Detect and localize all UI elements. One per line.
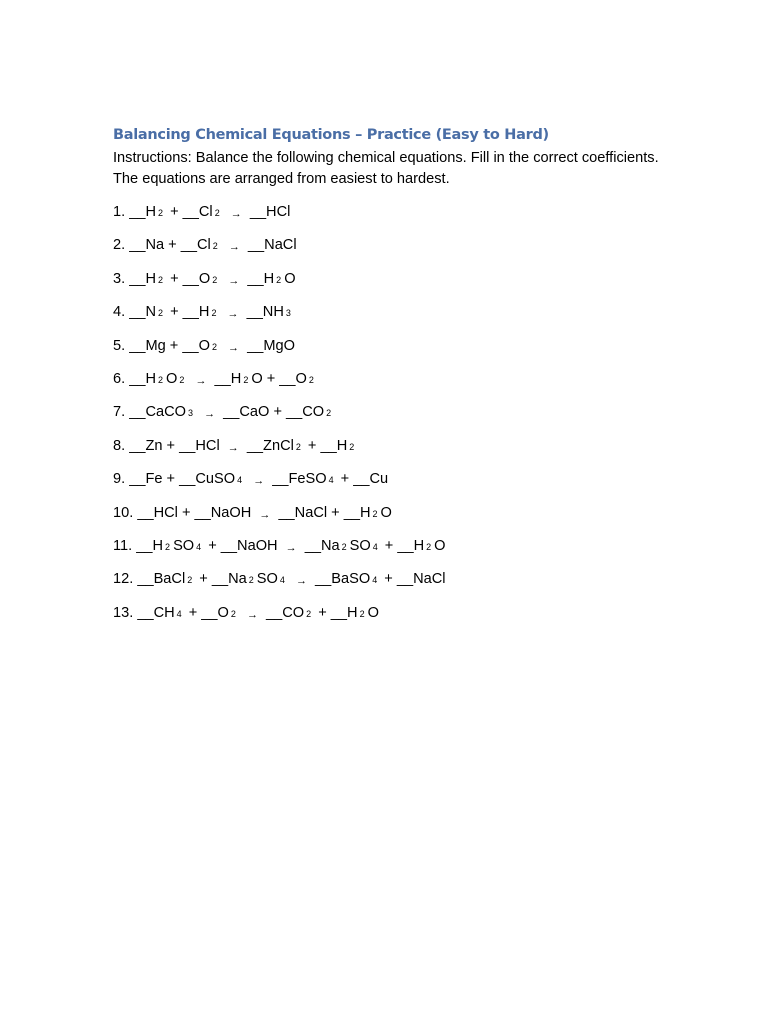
equation-term: __NaCl + __H [278, 504, 371, 521]
equation-term: O [284, 270, 296, 287]
equation-term: + __O [184, 604, 229, 621]
subscript: 2 [212, 274, 218, 285]
equation-number: 2. [113, 237, 130, 254]
equation-4 [113, 302, 673, 323]
subscript: 4 [176, 608, 182, 619]
equation-term: __H [129, 270, 157, 287]
equation-12 [113, 569, 673, 590]
arrow-icon: → [228, 241, 240, 254]
equation-number: 13. [113, 604, 138, 621]
subscript: 2 [158, 208, 164, 218]
arrow-icon: → [195, 374, 207, 387]
subscript: 4 [237, 475, 243, 486]
equation-term: + __H [314, 604, 358, 621]
subscript: 2 [158, 374, 164, 385]
arrow-icon: → [227, 441, 239, 454]
equation-term: + __O [166, 270, 211, 287]
equation-number: 7. [113, 404, 130, 421]
subscript: 2 [341, 541, 347, 552]
equation-9 [113, 469, 673, 490]
subscript: 2 [214, 208, 220, 218]
subscript: 2 [306, 608, 312, 619]
equation-number: 4. [113, 304, 130, 321]
equation-term: __Fe + __CuSO [129, 471, 236, 488]
equation-term: + __H [380, 537, 425, 554]
equation-term: __CaO + __CO [223, 404, 325, 421]
subscript: 2 [276, 274, 282, 285]
subscript: 3 [188, 408, 194, 419]
equation-8 [113, 436, 673, 457]
equation-10 [113, 503, 673, 524]
page-title: Balancing Chemical Equations – Practice (Easy to Hard) [113, 127, 549, 143]
subscript: 2 [295, 441, 301, 452]
equation-term: __Zn + __HCl [129, 437, 220, 454]
equation-number: 10. [113, 504, 138, 521]
equation-term: + __NaCl [380, 571, 446, 588]
equation-term: + __NaOH [204, 537, 278, 554]
equation-term: __Na + __Cl [129, 237, 211, 254]
arrow-icon: → [228, 274, 240, 287]
instructions-text: Instructions: Balance the following chemical equations. Fill in the correct coefficients. The equations are arranged from easiest to hardest. [113, 150, 659, 187]
equation-3 [113, 269, 673, 290]
equation-term: __H [129, 204, 157, 220]
arrow-icon: → [204, 408, 216, 421]
equation-term: __H [214, 370, 242, 387]
subscript: 2 [359, 608, 365, 619]
subscript: 4 [372, 575, 378, 586]
equation-term: SO [173, 537, 195, 554]
equation-11 [113, 536, 673, 557]
arrow-icon: → [295, 575, 307, 588]
equation-term: SO [256, 571, 278, 588]
equation-term: __NH [246, 304, 284, 321]
subscript: 4 [196, 541, 202, 552]
equation-7 [113, 402, 673, 423]
arrow-icon: → [253, 475, 265, 488]
subscript: 2 [158, 308, 164, 319]
equation-term: __N [129, 304, 157, 321]
equation-number: 11. [113, 537, 137, 554]
subscript: 2 [248, 575, 254, 586]
equation-term: __BaCl [137, 571, 186, 588]
equation-term: __BaSO [315, 571, 371, 588]
equation-number: 9. [113, 471, 130, 488]
subscript: 2 [187, 575, 193, 586]
equation-term: O + __O [251, 370, 307, 387]
equation-2 [113, 235, 673, 256]
equation-term: O [166, 370, 178, 387]
arrow-icon: → [246, 608, 258, 621]
equation-term: __H [136, 537, 164, 554]
subscript: 2 [426, 541, 432, 552]
subscript: 4 [328, 475, 334, 486]
equation-term: __HCl [249, 204, 291, 220]
equation-term: __H [129, 370, 157, 387]
arrow-icon: → [259, 508, 271, 521]
equation-number: 3. [113, 270, 130, 287]
equation-term: O [380, 504, 392, 521]
equation-term: __CH [137, 604, 175, 621]
equation-term: + __Cu [336, 471, 389, 488]
equation-13 [113, 603, 673, 624]
equation-number: 8. [113, 437, 130, 454]
subscript: 2 [165, 541, 171, 552]
subscript: 2 [179, 374, 185, 385]
equation-term: __NaCl [247, 237, 297, 254]
equation-term: __Na [304, 537, 340, 554]
worksheet-page [113, 125, 673, 636]
subscript: 2 [372, 508, 378, 519]
arrow-icon: → [230, 208, 242, 220]
arrow-icon: → [228, 341, 240, 354]
subscript: 3 [285, 308, 291, 319]
subscript: 2 [349, 441, 355, 452]
subscript: 2 [211, 341, 217, 352]
equation-term: __CO [266, 604, 305, 621]
equation-term: O [367, 604, 379, 621]
subscript: 2 [230, 608, 236, 619]
equation-1 [113, 202, 673, 223]
subscript: 2 [326, 408, 332, 419]
subscript: 2 [308, 374, 314, 385]
equation-5 [113, 336, 673, 357]
equation-list [113, 202, 673, 624]
subscript: 2 [243, 374, 249, 385]
equation-term: + __H [303, 437, 348, 454]
subscript: 2 [211, 308, 217, 319]
equation-term: __HCl + __NaOH [137, 504, 252, 521]
equation-number: 6. [113, 370, 130, 387]
subscript: 2 [158, 274, 164, 285]
equation-term: __CaCO [129, 404, 187, 421]
equation-number: 5. [113, 337, 130, 354]
subscript: 4 [279, 575, 285, 586]
arrow-icon: → [285, 541, 297, 554]
equation-term: + __H [166, 304, 210, 321]
equation-term: SO [349, 537, 371, 554]
subscript: 2 [212, 241, 218, 252]
arrow-icon: → [227, 308, 239, 321]
equation-term: __ZnCl [246, 437, 294, 454]
equation-number: 12. [113, 571, 138, 588]
equation-6 [113, 369, 673, 390]
equation-term: + __Na [195, 571, 247, 588]
equation-number: 1. [113, 204, 130, 220]
subscript: 4 [372, 541, 378, 552]
equation-term: __MgO [247, 337, 295, 354]
equation-term: __Mg + __O [129, 337, 210, 354]
equation-term: __H [247, 270, 275, 287]
equation-term: __FeSO [272, 471, 327, 488]
equation-term: + __Cl [166, 204, 213, 220]
equation-term: O [434, 537, 446, 554]
